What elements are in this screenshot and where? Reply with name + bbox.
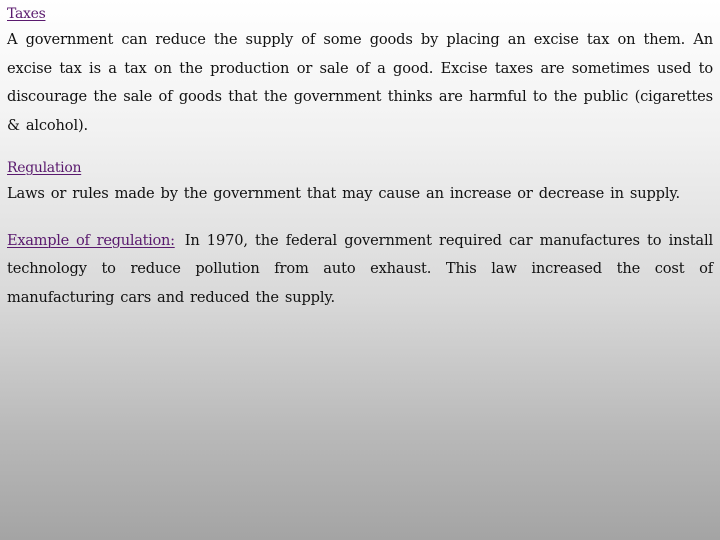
example-paragraph — [7, 227, 713, 313]
slide-content — [7, 2, 713, 312]
example-section — [7, 227, 713, 313]
taxes-heading: Taxes — [7, 6, 46, 22]
spacer — [7, 140, 713, 156]
taxes-paragraph: A government can reduce the supply of some goods by placing an excise tax on them. An excise tax is a tax on the production or sale of a good. Excise taxes are sometimes used to discourage the sale of goods that the government thinks are harmful to the public (cigarettes & alcohol). — [7, 31, 713, 134]
regulation-section — [7, 156, 713, 209]
regulation-heading: Regulation — [7, 160, 82, 176]
example-body: In 1970, the federal government required car manufactures to install technology to reduce pollution from auto exhaust. This law increased the cost of manufacturing cars and reduced the supply. — [7, 231, 713, 306]
spacer — [7, 209, 713, 227]
regulation-paragraph: Laws or rules made by the government that may cause an increase or decrease in supply. — [7, 185, 681, 202]
example-heading: Example of regulation: — [7, 231, 175, 249]
taxes-section — [7, 2, 713, 140]
